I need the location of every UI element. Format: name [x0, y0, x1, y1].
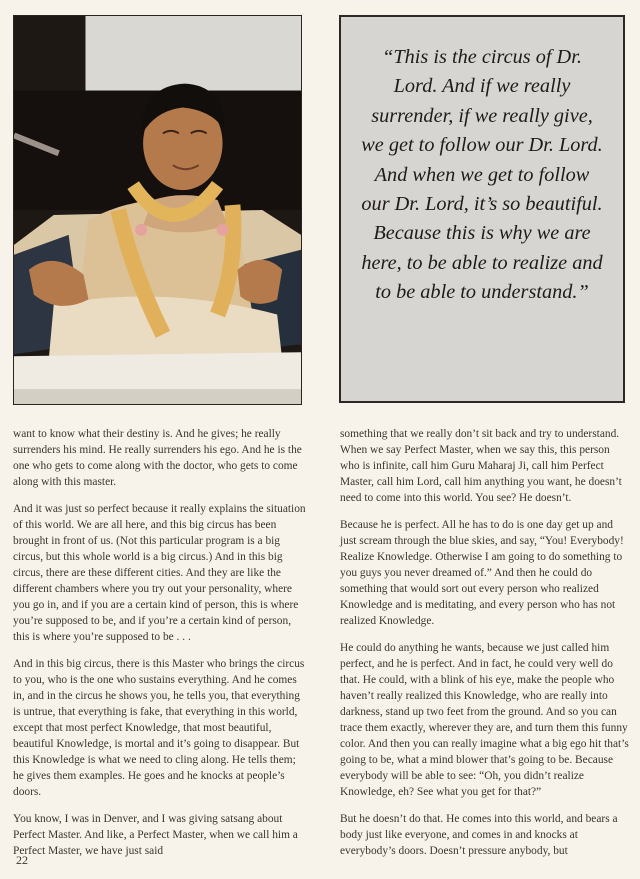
- paragraph: And it was just so perfect because it really explains the situation of this world. We are all here, and this big circus has been brought in front of us. (Not this particular program is a big circus, but this whole world is a big circus.) And in this big circus, there are these different cities. And they are like the different chambers where you try out your personality, where you go in, and if you are a certain kind of person, this is where you’re supposed to be, and if you’re a certain kind of person, this is where you’re supposed to be . . .: [13, 503, 306, 643]
- article-column-right: [340, 426, 632, 870]
- paragraph: But he doesn’t do that. He comes into this world, and bears a body just like everyone, and comes in and knocks at everybody’s doors. Doesn’t pressure anybody, but: [340, 813, 618, 857]
- page-number: 22: [16, 853, 28, 867]
- paragraph: want to know what their destiny is. And he gives; he really surrenders his mind. He really surrenders his ego. And he is the one who gets to come along with the doctor, who gets to come along with this master.: [13, 428, 302, 488]
- speaker-photo-illustration: [14, 16, 301, 404]
- article-column-left: [13, 426, 307, 870]
- pull-quote-box: [339, 15, 625, 403]
- paragraph: something that we really don’t sit back and try to understand. When we say Perfect Master, when we say this, this person who is infinite, call him Guru Maharaj Ji, call him Perfect Master, call him Lord, call him anything you want, he doesn’t need to come into this world. You see? He doesn’t.: [340, 428, 622, 504]
- pull-quote-text: “This is the circus of Dr. Lord. And if we really surrender, if we really give, we get to follow our Dr. Lord. And when we get to follow our Dr. Lord, it’s so beautiful. Because this is why we are here, to be able to realize and to be able to understand.”: [361, 46, 603, 304]
- paragraph: You know, I was in Denver, and I was giving satsang about Perfect Master. And like, a Perfect Master, when we call him a Perfect Master, we have just said: [13, 813, 298, 857]
- paragraph: And in this big circus, there is this Master who brings the circus to you, who is the one who sustains everything. And he comes in, and in the circus he shows you, he tells you, that everything is untrue, that everything is fake, that everything in this world, except that most perfect Knowledge, that most beautiful, beautiful Knowledge, is mortal and it’s going to disappear. But this Knowledge is what we need to cling along. He tells them; he gives them examples. He goes and he knocks at people’s doors.: [13, 658, 305, 798]
- paragraph: Because he is perfect. All he has to do is one day get up and just scream through the blue skies, and say, “You! Everybody! Realize Knowledge. Otherwise I am going to do something to you guys you never dreamed of.” And then he could do something that would sort out every person who realized Knowledge and is meditating, and every person who has not realized Knowledge.: [340, 519, 624, 627]
- paragraph: He could do anything he wants, because we just called him perfect, and he is perfect. And in fact, he could very well do that. He could, with a blink of his eye, make the people who haven’t really realized this Knowledge, who are really into darkness, stand up two feet from the ground. And so you can trace them exactly, wherever they are, and turn them this funny color. And then you can really imagine what a big ego hit that’s going to be, what a mind blower that’s going to be. Because everybody will be able to see: “Oh, you didn’t realize Knowledge, eh? See what you get for that?”: [340, 642, 629, 798]
- photo-seated-speaker: [13, 15, 302, 405]
